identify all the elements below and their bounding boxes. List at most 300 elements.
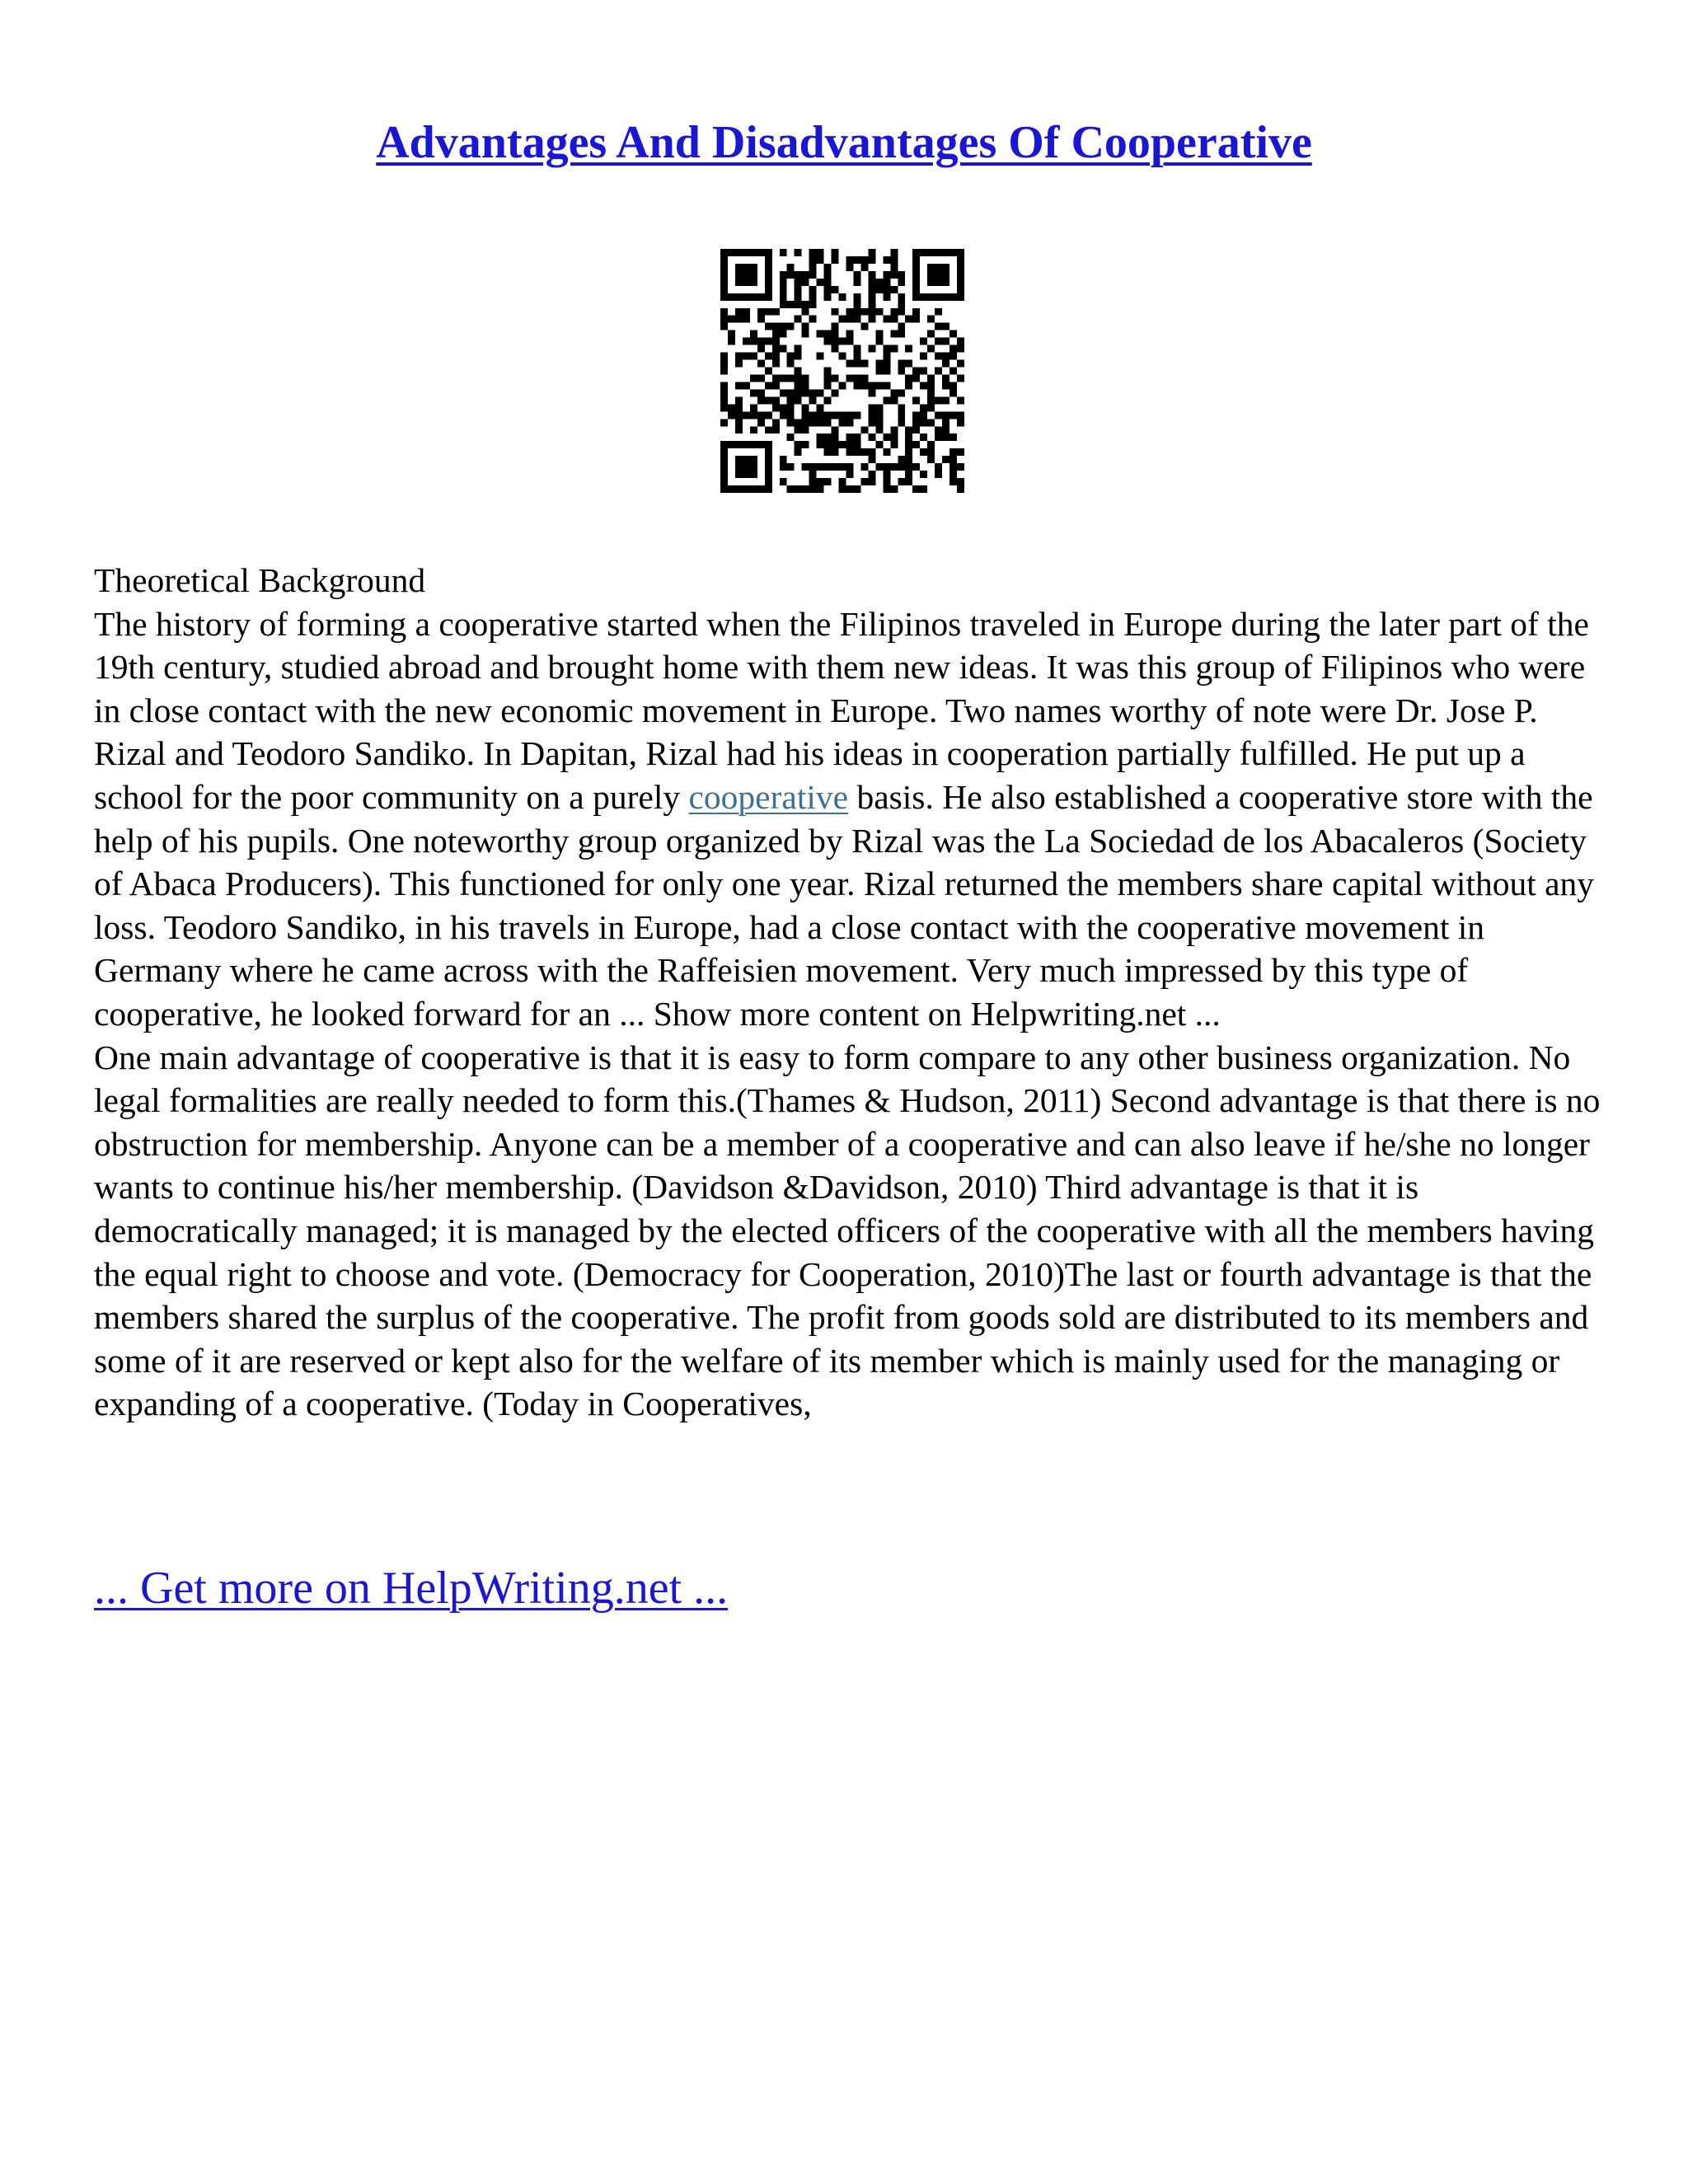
qr-module bbox=[846, 485, 853, 493]
qr-module bbox=[912, 368, 920, 375]
qr-module bbox=[890, 345, 898, 353]
qr-module bbox=[883, 286, 890, 293]
qr-module bbox=[846, 360, 853, 368]
qr-module bbox=[898, 419, 905, 426]
qr-module bbox=[875, 463, 883, 471]
qr-module bbox=[743, 264, 750, 271]
qr-module bbox=[765, 368, 772, 375]
qr-module bbox=[898, 279, 905, 286]
qr-module bbox=[890, 308, 898, 316]
qr-module bbox=[883, 256, 890, 264]
qr-module bbox=[832, 441, 839, 448]
qr-module bbox=[912, 316, 920, 323]
qr-module bbox=[912, 411, 920, 419]
qr-module bbox=[853, 345, 860, 353]
qr-module bbox=[950, 448, 957, 456]
qr-module bbox=[780, 463, 787, 471]
qr-module bbox=[728, 404, 735, 411]
qr-module bbox=[935, 463, 942, 471]
qr-module bbox=[942, 279, 950, 286]
qr-module bbox=[883, 434, 890, 441]
qr-module bbox=[927, 279, 935, 286]
qr-module bbox=[757, 389, 765, 396]
qr-module bbox=[853, 279, 860, 286]
qr-module bbox=[802, 389, 809, 396]
qr-module bbox=[927, 448, 935, 456]
qr-module bbox=[957, 279, 964, 286]
qr-module bbox=[720, 404, 728, 411]
qr-module bbox=[860, 382, 868, 389]
qr-module bbox=[846, 441, 853, 448]
qr-module bbox=[720, 316, 728, 323]
qr-module bbox=[780, 323, 787, 330]
qr-module bbox=[787, 463, 795, 471]
qr-module bbox=[875, 330, 883, 338]
qr-module bbox=[817, 419, 824, 426]
qr-module bbox=[957, 463, 964, 471]
qr-module bbox=[868, 286, 875, 293]
qr-module bbox=[787, 301, 795, 308]
qr-module bbox=[780, 249, 787, 256]
qr-module bbox=[780, 301, 787, 308]
qr-module bbox=[868, 389, 875, 396]
qr-module bbox=[780, 478, 787, 485]
qr-module bbox=[853, 293, 860, 301]
qr-module bbox=[750, 330, 757, 338]
qr-module bbox=[942, 396, 950, 404]
qr-module bbox=[957, 360, 964, 368]
qr-module bbox=[957, 411, 964, 419]
qr-module bbox=[832, 426, 839, 434]
qr-module bbox=[942, 382, 950, 389]
qr-module bbox=[912, 279, 920, 286]
qr-module bbox=[868, 471, 875, 478]
qr-module bbox=[846, 338, 853, 345]
qr-module bbox=[772, 404, 780, 411]
qr-module bbox=[743, 293, 750, 301]
qr-module bbox=[942, 374, 950, 382]
qr-module bbox=[890, 271, 898, 279]
qr-module bbox=[802, 308, 809, 316]
article-body bbox=[94, 559, 1602, 1426]
qr-module bbox=[765, 308, 772, 316]
qr-module bbox=[817, 330, 824, 338]
qr-module bbox=[875, 411, 883, 419]
qr-module bbox=[720, 286, 728, 293]
qr-module bbox=[824, 338, 832, 345]
qr-module bbox=[743, 353, 750, 360]
qr-module bbox=[743, 271, 750, 279]
title-link[interactable]: Advantages And Disadvantages Of Cooperative bbox=[376, 117, 1312, 168]
qr-module bbox=[750, 441, 757, 448]
qr-module bbox=[817, 441, 824, 448]
qr-module bbox=[957, 264, 964, 271]
qr-module bbox=[853, 316, 860, 323]
qr-module bbox=[832, 323, 839, 330]
qr-module bbox=[868, 279, 875, 286]
qr-module bbox=[809, 389, 817, 396]
qr-module bbox=[942, 249, 950, 256]
qr-module bbox=[780, 293, 787, 301]
qr-module bbox=[905, 441, 912, 448]
qr-module bbox=[750, 471, 757, 478]
qr-module bbox=[935, 338, 942, 345]
qr-module bbox=[750, 374, 757, 382]
qr-module bbox=[824, 293, 832, 301]
qr-module bbox=[795, 271, 802, 279]
qr-module bbox=[728, 293, 735, 301]
qr-module bbox=[720, 360, 728, 368]
qr-module bbox=[898, 301, 905, 308]
qr-module bbox=[868, 456, 875, 463]
qr-module bbox=[832, 389, 839, 396]
qr-module bbox=[853, 441, 860, 448]
qr-module bbox=[927, 441, 935, 448]
qr-module bbox=[890, 441, 898, 448]
qr-module bbox=[853, 301, 860, 308]
qr-module bbox=[832, 249, 839, 256]
qr-module bbox=[883, 368, 890, 375]
qr-module bbox=[720, 419, 728, 426]
qr-module bbox=[720, 279, 728, 286]
qr-module bbox=[860, 448, 868, 456]
qr-module bbox=[728, 249, 735, 256]
qr-module bbox=[927, 374, 935, 382]
qr-module bbox=[890, 330, 898, 338]
qr-module bbox=[927, 389, 935, 396]
qr-module bbox=[765, 338, 772, 345]
qr-module bbox=[795, 396, 802, 404]
qr-module bbox=[757, 419, 765, 426]
qr-module bbox=[750, 456, 757, 463]
qr-module bbox=[957, 448, 964, 456]
qr-module bbox=[787, 389, 795, 396]
qr-module bbox=[853, 360, 860, 368]
qr-module bbox=[802, 441, 809, 448]
qr-module bbox=[757, 396, 765, 404]
qr-module bbox=[802, 271, 809, 279]
qr-module bbox=[780, 279, 787, 286]
qr-module bbox=[890, 316, 898, 323]
qr-module bbox=[942, 360, 950, 368]
qr-module bbox=[809, 485, 817, 493]
qr-module bbox=[883, 485, 890, 493]
qr-module bbox=[824, 368, 832, 375]
qr-module bbox=[780, 456, 787, 463]
qr-module bbox=[883, 463, 890, 471]
qr-module bbox=[743, 441, 750, 448]
qr-module bbox=[757, 411, 765, 419]
qr-module bbox=[942, 353, 950, 360]
qr-module bbox=[839, 382, 846, 389]
qr-module bbox=[817, 411, 824, 419]
qr-module bbox=[890, 286, 898, 293]
qr-module bbox=[809, 271, 817, 279]
qr-module bbox=[905, 345, 912, 353]
qr-module bbox=[735, 382, 743, 389]
qr-module bbox=[780, 411, 787, 419]
qr-module bbox=[898, 323, 905, 330]
qr-module bbox=[720, 256, 728, 264]
qr-module bbox=[787, 411, 795, 419]
qr-module bbox=[898, 360, 905, 368]
qr-module bbox=[832, 411, 839, 419]
qr-module bbox=[927, 249, 935, 256]
qr-module bbox=[787, 323, 795, 330]
qr-module bbox=[765, 426, 772, 434]
qr-module bbox=[743, 279, 750, 286]
qr-module bbox=[860, 264, 868, 271]
qr-module bbox=[950, 249, 957, 256]
qr-module bbox=[890, 389, 898, 396]
qr-module bbox=[795, 441, 802, 448]
qr-module bbox=[890, 434, 898, 441]
qr-module bbox=[728, 330, 735, 338]
qr-module bbox=[950, 411, 957, 419]
qr-module bbox=[787, 374, 795, 382]
qr-module bbox=[787, 485, 795, 493]
qr-module bbox=[832, 286, 839, 293]
qr-module bbox=[839, 293, 846, 301]
qr-module bbox=[875, 368, 883, 375]
qr-module bbox=[920, 448, 927, 456]
qr-module bbox=[772, 360, 780, 368]
qr-module bbox=[817, 249, 824, 256]
qr-module bbox=[868, 249, 875, 256]
qr-module bbox=[905, 426, 912, 434]
qr-module bbox=[942, 434, 950, 441]
qr-module bbox=[868, 308, 875, 316]
qr-module bbox=[765, 456, 772, 463]
qr-module bbox=[720, 441, 728, 448]
qr-module bbox=[839, 419, 846, 426]
qr-module bbox=[912, 264, 920, 271]
qr-module bbox=[853, 485, 860, 493]
qr-module bbox=[957, 396, 964, 404]
qr-module bbox=[735, 279, 743, 286]
qr-module bbox=[772, 382, 780, 389]
qr-module bbox=[824, 463, 832, 471]
qr-module bbox=[868, 301, 875, 308]
paragraph-history bbox=[94, 602, 1602, 1036]
qr-module bbox=[927, 382, 935, 389]
qr-module bbox=[720, 382, 728, 389]
qr-module bbox=[743, 485, 750, 493]
qr-module bbox=[935, 353, 942, 360]
qr-module bbox=[846, 419, 853, 426]
qr-module bbox=[809, 264, 817, 271]
qr-module bbox=[765, 396, 772, 404]
qr-module bbox=[787, 419, 795, 426]
qr-module bbox=[809, 396, 817, 404]
qr-module bbox=[935, 279, 942, 286]
qr-module bbox=[795, 374, 802, 382]
qr-module bbox=[883, 316, 890, 323]
qr-module bbox=[817, 485, 824, 493]
qr-module bbox=[720, 456, 728, 463]
qr-module bbox=[720, 308, 728, 316]
qr-module bbox=[853, 374, 860, 382]
qr-module bbox=[832, 256, 839, 264]
qr-module bbox=[809, 249, 817, 256]
qr-module bbox=[824, 286, 832, 293]
qr-module bbox=[824, 396, 832, 404]
qr-module bbox=[780, 389, 787, 396]
qr-module bbox=[950, 463, 957, 471]
qr-module bbox=[875, 286, 883, 293]
qr-module bbox=[927, 404, 935, 411]
qr-module bbox=[765, 411, 772, 419]
qr-module bbox=[735, 308, 743, 316]
qr-module bbox=[942, 426, 950, 434]
qr-module bbox=[883, 360, 890, 368]
qr-module bbox=[750, 264, 757, 271]
qr-module bbox=[743, 456, 750, 463]
qr-module bbox=[957, 338, 964, 345]
qr-module bbox=[846, 330, 853, 338]
qr-module bbox=[772, 419, 780, 426]
qr-module bbox=[875, 338, 883, 345]
qr-module bbox=[795, 316, 802, 323]
qr-module bbox=[809, 471, 817, 478]
qr-module bbox=[757, 345, 765, 353]
qr-module bbox=[757, 249, 765, 256]
qr-module bbox=[905, 374, 912, 382]
qr-module bbox=[920, 338, 927, 345]
qr-module bbox=[765, 279, 772, 286]
qr-module bbox=[935, 271, 942, 279]
qr-module bbox=[832, 330, 839, 338]
qr-module bbox=[735, 353, 743, 360]
qr-module bbox=[750, 353, 757, 360]
qr-module bbox=[743, 308, 750, 316]
qr-module bbox=[927, 456, 935, 463]
qr-module bbox=[839, 463, 846, 471]
qr-module bbox=[720, 353, 728, 360]
qr-module bbox=[950, 293, 957, 301]
qr-module bbox=[942, 338, 950, 345]
qr-module bbox=[780, 286, 787, 293]
qr-module bbox=[860, 426, 868, 434]
qr-module bbox=[735, 316, 743, 323]
qr-module bbox=[743, 382, 750, 389]
qr-module bbox=[875, 382, 883, 389]
qr-module bbox=[765, 478, 772, 485]
qr-module bbox=[787, 360, 795, 368]
qr-module bbox=[795, 382, 802, 389]
qr-module bbox=[743, 463, 750, 471]
qr-module bbox=[875, 426, 883, 434]
qr-module bbox=[809, 301, 817, 308]
qr-module bbox=[795, 279, 802, 286]
qr-module bbox=[920, 353, 927, 360]
qr-module bbox=[795, 301, 802, 308]
qr-module bbox=[883, 353, 890, 360]
qr-module bbox=[860, 256, 868, 264]
qr-module bbox=[832, 338, 839, 345]
qr-module bbox=[720, 471, 728, 478]
qr-module bbox=[868, 404, 875, 411]
qr-module bbox=[802, 382, 809, 389]
qr-module bbox=[905, 434, 912, 441]
qr-module bbox=[875, 419, 883, 426]
qr-module bbox=[802, 279, 809, 286]
qr-module bbox=[832, 448, 839, 456]
qr-module bbox=[750, 271, 757, 279]
qr-module bbox=[728, 441, 735, 448]
qr-module bbox=[839, 411, 846, 419]
qr-module bbox=[846, 448, 853, 456]
qr-module bbox=[883, 271, 890, 279]
qr-module bbox=[795, 448, 802, 456]
qr-module bbox=[846, 374, 853, 382]
qr-module bbox=[780, 330, 787, 338]
qr-module bbox=[795, 286, 802, 293]
qr-module bbox=[720, 249, 728, 256]
qr-module bbox=[765, 382, 772, 389]
qr-module bbox=[875, 360, 883, 368]
qr-module bbox=[935, 293, 942, 301]
qr-module bbox=[860, 360, 868, 368]
qr-module bbox=[757, 360, 765, 368]
qr-module bbox=[950, 456, 957, 463]
get-more-link[interactable]: ... Get more on HelpWriting.net ... bbox=[94, 1563, 729, 1614]
qr-module bbox=[720, 478, 728, 485]
qr-module bbox=[853, 411, 860, 419]
qr-module bbox=[817, 256, 824, 264]
qr-module bbox=[720, 448, 728, 456]
qr-module bbox=[905, 360, 912, 368]
qr-module bbox=[883, 382, 890, 389]
qr-module bbox=[824, 434, 832, 441]
qr-module bbox=[735, 404, 743, 411]
qr-module bbox=[912, 396, 920, 404]
qr-module bbox=[935, 471, 942, 478]
qr-module bbox=[772, 374, 780, 382]
qr-module bbox=[757, 485, 765, 493]
qr-module bbox=[912, 271, 920, 279]
section-heading: Theoretical Background bbox=[94, 561, 426, 599]
qr-module bbox=[720, 323, 728, 330]
qr-module bbox=[809, 478, 817, 485]
qr-module bbox=[853, 353, 860, 360]
qr-module bbox=[890, 249, 898, 256]
qr-module bbox=[883, 448, 890, 456]
qr-module bbox=[927, 293, 935, 301]
qr-module bbox=[765, 471, 772, 478]
qr-module bbox=[735, 419, 743, 426]
qr-module bbox=[720, 271, 728, 279]
qr-module bbox=[824, 478, 832, 485]
qr-module bbox=[750, 463, 757, 471]
qr-module bbox=[868, 293, 875, 301]
qr-module bbox=[735, 264, 743, 271]
qr-module bbox=[920, 434, 927, 441]
qr-module bbox=[795, 419, 802, 426]
qr-module bbox=[772, 353, 780, 360]
qr-module bbox=[950, 345, 957, 353]
qr-module bbox=[875, 441, 883, 448]
qr-module bbox=[772, 426, 780, 434]
qr-module bbox=[795, 389, 802, 396]
qr-module bbox=[824, 382, 832, 389]
cooperative-link[interactable]: cooperative bbox=[688, 777, 849, 816]
qr-module bbox=[735, 485, 743, 493]
qr-module bbox=[720, 389, 728, 396]
qr-module bbox=[802, 301, 809, 308]
qr-module bbox=[912, 308, 920, 316]
qr-module bbox=[735, 271, 743, 279]
